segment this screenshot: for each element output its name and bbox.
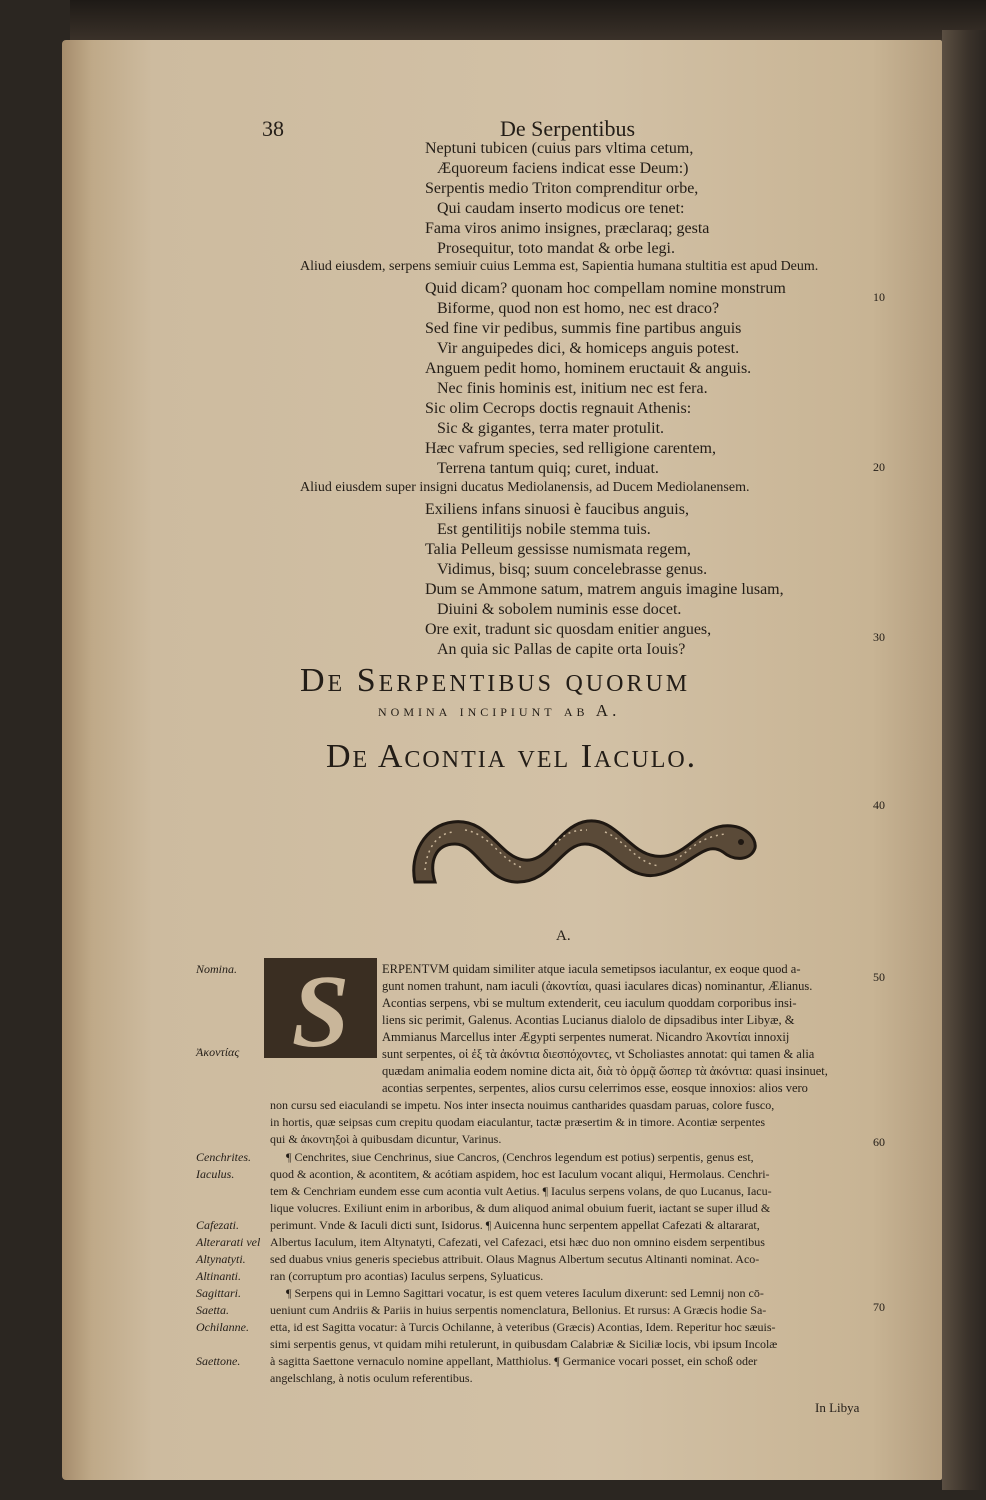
line-number: 40	[873, 798, 885, 812]
verse-line: Dum se Ammone satum, matrem anguis imagine lusam,	[425, 581, 784, 598]
body-line: à sagitta Saettone vernaculo nomine appellant, Matthiolus. ¶ Germanice vocari posset, ein schoß oder	[270, 1354, 758, 1368]
line-number: 60	[873, 1135, 885, 1149]
body-line: ERPENTVM quidam similiter atque iacula semetipsos iaculantur, ex eoque quod a-	[382, 962, 801, 976]
verse-line: Diuini & sobolem numinis esse docet.	[437, 601, 682, 618]
running-title: De Serpentibus	[500, 116, 636, 141]
body-line: sunt serpentes, οἱ ἐξ τὰ ἀκόντια διεσπόχοντες, vt Scholiastes annotat: qui tamen & alia	[382, 1047, 815, 1061]
body-line: Albertus Iaculum, item Altynatyti, Cafezati, vel Cafezaci, etsi hæc duo non omnino eisdem serpentibus	[270, 1235, 765, 1249]
body-line: ¶ Cenchrites, siue Cenchrinus, siue Cancros, (Cenchros legendum est potius) serpentis, genus est,	[286, 1150, 754, 1164]
marginal-note: Altinanti.	[196, 1269, 241, 1283]
marginal-note: Iaculus.	[196, 1167, 235, 1181]
verse-line: Ore exit, tradunt sic quosdam enitier angues,	[425, 621, 712, 638]
body-line: liens sic perimit, Galenus. Acontias Lucianus dialolo de dipsadibus inter Libyæ, &	[382, 1013, 795, 1027]
chapter-heading: De Acontia vel Iaculo.	[326, 738, 698, 775]
body-line: non cursu sed eiaculandi se impetu. Nos inter insecta nouimus cantharides quasdam paruas, colore fusco,	[270, 1098, 775, 1112]
verse-line: Nec finis hominis est, initium nec est fera.	[437, 380, 708, 397]
marginal-note: Alterarati vel	[196, 1235, 261, 1249]
marginal-note: Ἀκοντίας	[196, 1045, 240, 1059]
verse-line: Serpentis medio Triton comprenditur orbe,	[425, 180, 699, 197]
marginal-note: Altynatyti.	[196, 1252, 246, 1266]
page-number: 38	[262, 116, 284, 141]
body-line: Ammianus Marcellus inter Ægypti serpentes numerat. Nicandro Ἀκοντίαι innoxij	[382, 1030, 790, 1044]
body-line: qui & ἀκοντηξοὶ à quibusdam dicuntur, Varinus.	[270, 1132, 502, 1146]
line-number: 20	[873, 460, 885, 474]
verse-line: Fama viros animo insignes, præclaraq; gesta	[425, 220, 710, 237]
marginal-note: Saettone.	[196, 1354, 241, 1368]
verse-line: Quid dicam? quonam hoc compellam nomine monstrum	[425, 280, 786, 297]
book-right-edge	[942, 30, 986, 1490]
marginal-note: Ochilanne.	[196, 1320, 249, 1334]
line-number: 30	[873, 630, 885, 644]
section-subheading: nomina incipiunt ab A.	[378, 701, 621, 720]
verse-line: Exiliens infans sinuosi è faucibus anguis,	[425, 501, 689, 518]
body-line: simi serpentis genus, vt quidam mihi retulerunt, in quibusdam Calabriæ & Siciliæ locis, vbi ipsum Incolæ	[270, 1337, 778, 1351]
verse-line: Hæc vafrum species, sed relligione carentem,	[425, 440, 716, 457]
marginal-note: Cafezati.	[196, 1218, 240, 1232]
marginal-note: Saetta.	[196, 1303, 229, 1317]
verse-line: Prosequitur, toto mandat & orbe legi.	[437, 240, 675, 257]
verse-line: Anguem pedit homo, hominem eructauit & anguis.	[425, 360, 752, 377]
verse-line: Neptuni tubicen (cuius pars vltima cetum,	[425, 140, 694, 157]
body-line: ueniunt cum Andriis & Pariis in huius serpentis nomenclatura, Bellonius. Et rursus: A Græcis hodie Sa-	[270, 1303, 767, 1317]
verse-line: Sic & gigantes, terra mater protulit.	[437, 420, 665, 437]
verse-line: An quia sic Pallas de capite orta Iouis?	[437, 641, 686, 658]
verse-line: Est gentilitijs nobile stemma tuis.	[437, 521, 651, 538]
body-line: in hortis, quæ seipsas cum crepitu quodam eiaculantur, tactæ præsertim & in timore. Acontiæ serpentes	[270, 1115, 766, 1129]
verse-line: Æquoreum faciens indicat esse Deum:)	[437, 160, 689, 177]
body-line: sed duabus vnius generis speciebus attribuit. Olaus Magnus Albertum secutus Altinanti nominat. Aco-	[270, 1252, 760, 1266]
marginal-note: Sagittari.	[196, 1286, 242, 1300]
book-top-edge	[70, 0, 986, 40]
body-line: ran (corruptum pro acontias) Iaculus serpens, Syluaticus.	[270, 1269, 544, 1283]
section-letter: A.	[556, 928, 571, 944]
verse-line: Qui caudam inserto modicus ore tenet:	[437, 200, 685, 217]
line-number: 50	[873, 970, 885, 984]
catchword: In Libya	[815, 1400, 860, 1415]
body-line: etta, id est Sagitta vocatur: à Turcis Ochilanne, à veteribus (Græcis) Acontias, Idem. Reperitur hoc sæuis-	[270, 1320, 776, 1334]
body-line: quod & acontion, & acontitem, & acótiam aspidem, hoc est Iaculum vocant aliqui, Hermolaus. Cenchri-	[270, 1167, 770, 1181]
marginal-note: Nomina.	[196, 962, 238, 976]
body-line: tem & Cenchriam eundem esse cum acontia vult Aetius. ¶ Iaculus serpens volans, de quo Lucanus, Iacu-	[270, 1184, 772, 1198]
body-line: acontias serpentes, serpentes, alios cursu celerrimos esse, eosque innoxios: alios vero	[382, 1081, 808, 1095]
body-line: angelschlang, à notis oculum referentibus.	[270, 1371, 473, 1385]
body-line: lique volucres. Exiliunt enim in arboribus, & dum aliquod animal obuium fuerit, iactant se super illud &	[270, 1201, 771, 1215]
line-number: 10	[873, 290, 885, 304]
serpent-woodcut-illustration	[405, 800, 765, 890]
initial-letter: S	[291, 954, 350, 1069]
verse-line: Sic olim Cecrops doctis regnauit Athenis:	[425, 400, 692, 417]
prose-line: Aliud eiusdem, serpens semiuir cuius Lemma est, Sapientia humana stultitia est apud Deum.	[300, 259, 819, 274]
line-number: 70	[873, 1300, 885, 1314]
marginal-note: Cenchrites.	[196, 1150, 251, 1164]
body-line: perimunt. Vnde & Iaculi dicti sunt, Isidorus. ¶ Auicenna hunc serpentem appellat Cafezati & altararat,	[270, 1218, 760, 1232]
body-line: gunt nomen trahunt, nam iaculi (ἀκοντίαι, quasi iaculares dicas) nominantur, Ælianus.	[382, 979, 813, 993]
body-line: quædam animalia eodem nomine dicta ait, διὰ τὸ ὁρμᾷ ὥσπερ τὰ ἀκόντια: quasi insinuet,	[382, 1064, 828, 1078]
body-line: Acontias serpens, vbi se multum extenderit, ceu iaculum quoddam corporibus insi-	[382, 996, 797, 1010]
section-heading: De Serpentibus quorum	[300, 662, 691, 699]
body-line: ¶ Serpens qui in Lemno Sagittari vocatur, is est quem veteres Iaculum dixerunt: sed Lemnij non cō-	[286, 1286, 764, 1300]
verse-line: Biforme, quod non est homo, nec est draco?	[437, 300, 720, 317]
verse-line: Sed fine vir pedibus, summis fine partibus anguis	[425, 320, 742, 337]
decorated-initial	[264, 954, 377, 1069]
verse-line: Terrena tantum quiq; curet, induat.	[437, 460, 659, 477]
verse-line: Vir anguipedes dici, & homiceps anguis potest.	[437, 340, 740, 357]
verse-line: Talia Pelleum gessisse numismata regem,	[425, 541, 691, 558]
prose-line: Aliud eiusdem super insigni ducatus Mediolanensis, ad Ducem Mediolanensem.	[300, 480, 750, 495]
verse-line: Vidimus, bisq; suum concelebrasse genus.	[437, 561, 708, 578]
